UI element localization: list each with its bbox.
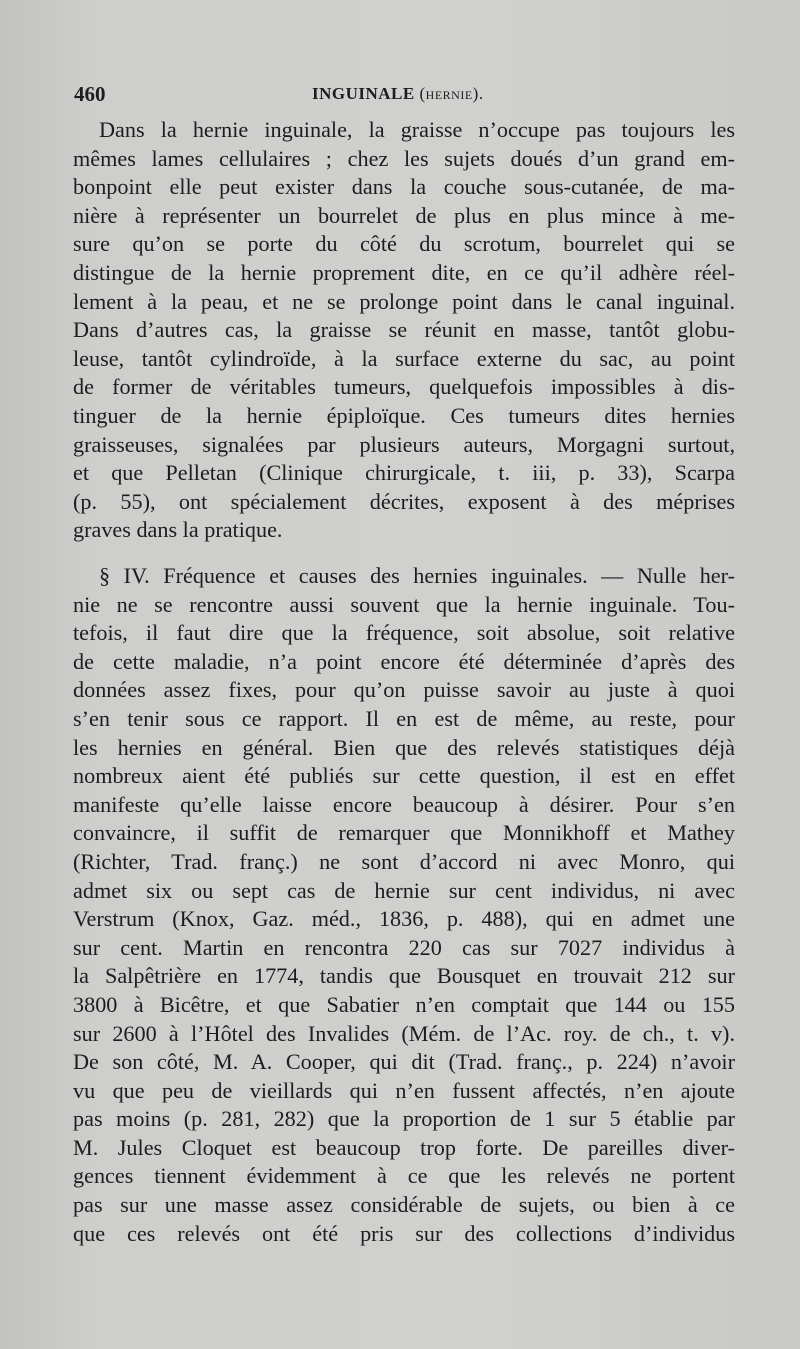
text-line: vu que peu de vieillards qui n’en fussent affectés, n’en ajoute <box>73 1077 735 1103</box>
text-line: tinguer de la hernie épiploïque. Ces tumeurs dites hernies <box>73 402 735 428</box>
text-line: distingue de la hernie proprement dite, en ce qu’il adhère réel- <box>73 259 735 285</box>
text-line: que ces relevés ont été pris sur des collections d’individus <box>73 1220 735 1246</box>
text-line: de former de véritables tumeurs, quelquefois impossibles à dis- <box>73 374 735 400</box>
text-line: données assez fixes, pour qu’on puisse savoir au juste à quoi <box>73 677 735 703</box>
page-number: 460 <box>74 82 106 106</box>
text-line: De son côté, M. A. Cooper, qui dit (Trad. franç., p. 224) n’avoir <box>73 1049 735 1075</box>
text-line: graves dans la pratique. <box>73 517 283 543</box>
text-line: convaincre, il suffit de remarquer que Monnikhoff et Mathey <box>73 820 735 846</box>
text-line: Dans d’autres cas, la graisse se réunit en masse, tantôt globu- <box>73 317 735 343</box>
section-heading-line: § IV. Fréquence et causes des hernies inguinales. — Nulle her- <box>99 563 735 588</box>
text-line: Dans la hernie inguinale, la graisse n’occupe pas toujours les <box>99 117 735 142</box>
text-line: sure qu’on se porte du côté du scrotum, bourrelet qui se <box>73 231 735 257</box>
text-line: gences tiennent évidemment à ce que les relevés ne portent <box>73 1163 735 1189</box>
text-line: et que Pelletan (Clinique chirurgicale, t. iii, p. 33), Scarpa <box>73 460 735 486</box>
text-line: s’en tenir sous ce rapport. Il en est de même, au reste, pour <box>73 705 735 731</box>
text-line: pas moins (p. 281, 282) que la proportion de 1 sur 5 établie par <box>73 1106 735 1132</box>
text-line: 3800 à Bicêtre, et que Sabatier n’en comptait que 144 ou 155 <box>73 991 735 1017</box>
text-line: la Salpêtrière en 1774, tandis que Bousquet en trouvait 212 sur <box>73 963 735 989</box>
text-line: Verstrum (Knox, Gaz. méd., 1836, p. 488), qui en admet une <box>73 906 735 932</box>
text-line: lement à la peau, et ne se prolonge point dans le canal inguinal. <box>73 288 735 314</box>
text-line: sur 2600 à l’Hôtel des Invalides (Mém. de l’Ac. roy. de ch., t. v). <box>73 1020 735 1046</box>
text-line: (Richter, Trad. franç.) ne sont d’accord ni avec Monro, qui <box>73 848 735 874</box>
text-line: (p. 55), ont spécialement décrites, exposent à des méprises <box>73 488 735 514</box>
text-line: sur cent. Martin en rencontra 220 cas sur 7027 individus à <box>73 934 735 960</box>
text-line: admet six ou sept cas de hernie sur cent individus, ni avec <box>73 877 735 903</box>
text-line: mêmes lames cellulaires ; chez les sujets doués d’un grand em- <box>73 145 735 171</box>
page-header <box>74 82 734 112</box>
text-line: manifeste qu’elle laisse encore beaucoup à désirer. Pour s’en <box>73 791 735 817</box>
running-head-title: INGUINALE <box>312 84 415 103</box>
text-line: graisseuses, signalées par plusieurs auteurs, Morgagni surtout, <box>73 431 735 457</box>
text-line: nombreux aient été publiés sur cette question, il est en effet <box>73 763 735 789</box>
text-line: tefois, il faut dire que la fréquence, soit absolue, soit relative <box>73 620 735 646</box>
text-line: nie ne se rencontre aussi souvent que la hernie inguinale. Tou- <box>73 591 735 617</box>
running-head <box>312 84 484 104</box>
paragraph-fat-in-hernia <box>73 116 735 545</box>
text-line: les hernies en général. Bien que des relevés statistiques déjà <box>73 734 735 760</box>
text-line: bonpoint elle peut exister dans la couche sous-cutanée, de ma- <box>73 174 735 200</box>
paragraph-section-iv <box>73 562 735 1248</box>
text-line: leuse, tantôt cylindroïde, à la surface externe du sac, au point <box>73 345 735 371</box>
text-line: pas sur une masse assez considérable de sujets, ou bien à ce <box>73 1192 735 1218</box>
text-line: M. Jules Cloquet est beaucoup trop forte. De pareilles diver- <box>73 1134 735 1160</box>
text-line: nière à représenter un bourrelet de plus en plus mince à me- <box>73 202 735 228</box>
running-head-subtitle: (hernie). <box>419 84 484 103</box>
text-line: de cette maladie, n’a point encore été déterminée d’après des <box>73 648 735 674</box>
